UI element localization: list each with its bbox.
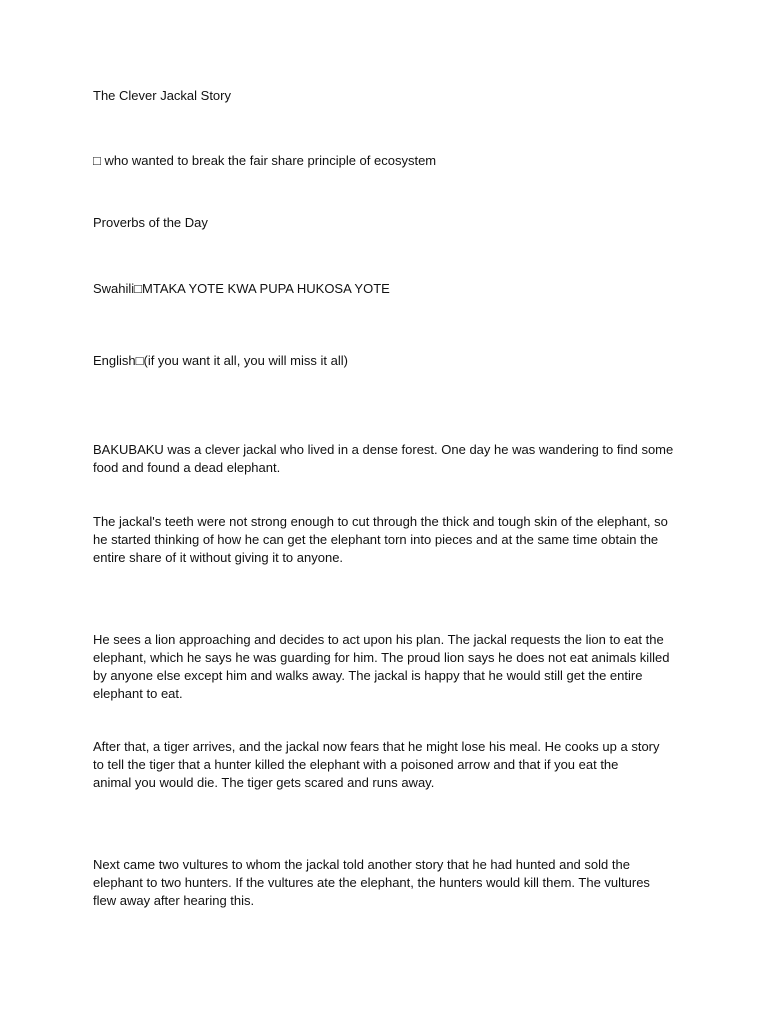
story-paragraph-1 <box>93 441 683 477</box>
paragraph-line: The jackal's teeth were not strong enough to cut through the thick and tough skin of the elephant, so <box>93 514 668 529</box>
proverb-swahili: Swahili□MTAKA YOTE KWA PUPA HUKOSA YOTE <box>93 281 390 296</box>
paragraph-line: food and found a dead elephant. <box>93 460 281 475</box>
paragraph-line: flew away after hearing this. <box>93 893 255 908</box>
proverb-english: English□(if you want it all, you will miss it all) <box>93 353 348 368</box>
story-paragraph-2 <box>93 513 683 567</box>
paragraph-line: to tell the tiger that a hunter killed the elephant with a poisoned arrow and that if you eat the <box>93 757 619 772</box>
story-paragraph-4 <box>93 738 683 792</box>
paragraph-line: Next came two vultures to whom the jackal told another story that he had hunted and sold the <box>93 857 630 872</box>
paragraph-line: by anyone else except him and walks away. The jackal is happy that he would still get the entire <box>93 668 643 683</box>
paragraph-line: entire share of it without giving it to anyone. <box>93 550 344 565</box>
paragraph-line: animal you would die. The tiger gets scared and runs away. <box>93 775 435 790</box>
story-paragraph-5 <box>93 856 683 910</box>
paragraph-line: elephant to eat. <box>93 686 183 701</box>
document-subtitle: □ who wanted to break the fair share principle of ecosystem <box>93 153 437 168</box>
paragraph-line: After that, a tiger arrives, and the jackal now fears that he might lose his meal. He cooks up a story <box>93 739 660 754</box>
paragraph-line: he started thinking of how he can get the elephant torn into pieces and at the same time obtain the <box>93 532 659 547</box>
paragraph-line: He sees a lion approaching and decides to act upon his plan. The jackal requests the lion to eat the <box>93 632 664 647</box>
document-title: The Clever Jackal Story <box>93 88 231 103</box>
paragraph-line: elephant to two hunters. If the vultures ate the elephant, the hunters would kill them. The vultures <box>93 875 650 890</box>
paragraph-line: BAKUBAKU was a clever jackal who lived in a dense forest. One day he was wandering to find some <box>93 442 674 457</box>
story-paragraph-3 <box>93 631 683 703</box>
proverbs-heading: Proverbs of the Day <box>93 215 208 230</box>
paragraph-line: elephant, which he says he was guarding for him. The proud lion says he does not eat animals killed <box>93 650 670 665</box>
